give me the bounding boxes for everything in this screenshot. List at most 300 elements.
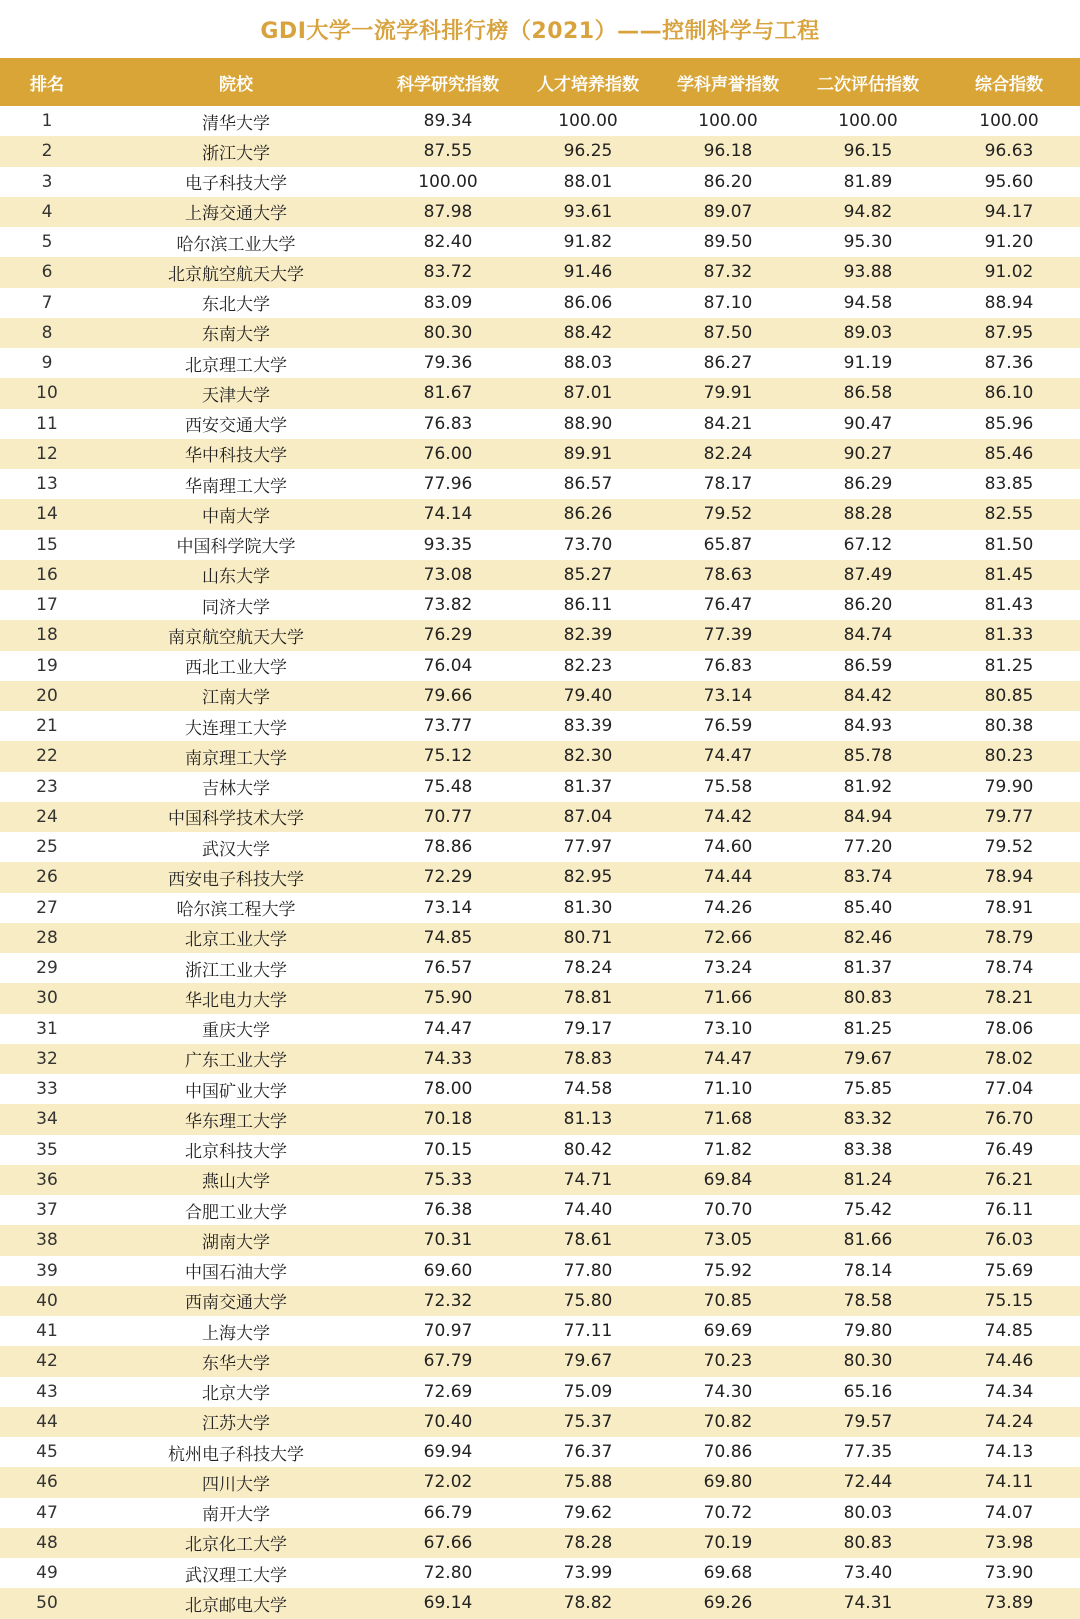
cell-secondary: 86.29 xyxy=(843,474,893,495)
cell-research: 70.31 xyxy=(423,1230,473,1251)
cell-rank: 44 xyxy=(36,1411,58,1432)
table-row xyxy=(0,1558,1080,1588)
cell-overall: 73.98 xyxy=(984,1532,1034,1553)
cell-overall: 73.89 xyxy=(984,1593,1034,1614)
cell-school: 清华大学 xyxy=(202,113,270,134)
cell-talent: 82.23 xyxy=(563,655,613,676)
cell-talent: 75.80 xyxy=(563,1290,613,1311)
cell-research: 69.94 xyxy=(423,1442,473,1463)
table-row xyxy=(0,409,1080,439)
cell-school: 西南交通大学 xyxy=(185,1293,287,1314)
cell-reputation: 86.27 xyxy=(703,353,753,374)
cell-reputation: 72.66 xyxy=(703,927,753,948)
cell-research: 76.04 xyxy=(423,655,473,676)
table-row xyxy=(0,378,1080,408)
cell-research: 70.15 xyxy=(423,1139,473,1160)
cell-overall: 86.10 xyxy=(984,383,1034,404)
cell-research: 93.35 xyxy=(423,534,473,555)
cell-rank: 20 xyxy=(36,685,58,706)
cell-overall: 87.36 xyxy=(984,353,1034,374)
cell-reputation: 71.10 xyxy=(703,1079,753,1100)
cell-talent: 78.24 xyxy=(563,958,613,979)
cell-research: 69.14 xyxy=(423,1593,473,1614)
cell-school: 山东大学 xyxy=(202,567,270,588)
cell-school: 北京工业大学 xyxy=(185,930,287,951)
header-rank: 排名 xyxy=(30,74,64,95)
cell-school: 上海大学 xyxy=(202,1323,270,1344)
table-row xyxy=(0,1407,1080,1437)
cell-overall: 81.25 xyxy=(984,655,1034,676)
cell-reputation: 71.82 xyxy=(703,1139,753,1160)
cell-rank: 12 xyxy=(36,443,58,464)
cell-overall: 87.95 xyxy=(984,322,1034,343)
cell-talent: 79.40 xyxy=(563,685,613,706)
cell-secondary: 96.15 xyxy=(843,141,893,162)
cell-reputation: 73.05 xyxy=(703,1230,753,1251)
cell-rank: 45 xyxy=(36,1442,58,1463)
cell-overall: 79.52 xyxy=(984,837,1034,858)
cell-reputation: 82.24 xyxy=(703,443,753,464)
cell-school: 西安交通大学 xyxy=(185,416,287,437)
cell-rank: 15 xyxy=(36,534,58,555)
cell-secondary: 86.20 xyxy=(843,595,893,616)
cell-reputation: 84.21 xyxy=(703,413,753,434)
table-row xyxy=(0,1135,1080,1165)
cell-reputation: 70.23 xyxy=(703,1351,753,1372)
cell-research: 76.29 xyxy=(423,625,473,646)
cell-overall: 80.85 xyxy=(984,685,1034,706)
cell-overall: 78.91 xyxy=(984,897,1034,918)
cell-rank: 47 xyxy=(36,1502,58,1523)
cell-reputation: 71.68 xyxy=(703,1109,753,1130)
cell-rank: 18 xyxy=(36,625,58,646)
cell-school: 北京化工大学 xyxy=(185,1535,287,1556)
cell-rank: 6 xyxy=(41,262,53,283)
cell-rank: 42 xyxy=(36,1351,58,1372)
cell-talent: 78.83 xyxy=(563,1048,613,1069)
cell-school: 东华大学 xyxy=(202,1353,270,1374)
table-row xyxy=(0,106,1080,136)
cell-overall: 96.63 xyxy=(984,141,1034,162)
cell-reputation: 89.50 xyxy=(703,232,753,253)
cell-overall: 85.96 xyxy=(984,413,1034,434)
cell-secondary: 80.03 xyxy=(843,1502,893,1523)
cell-reputation: 75.92 xyxy=(703,1260,753,1281)
cell-overall: 74.24 xyxy=(984,1411,1034,1432)
table-row xyxy=(0,923,1080,953)
cell-talent: 77.11 xyxy=(563,1321,613,1342)
cell-school: 北京邮电大学 xyxy=(185,1595,287,1616)
cell-secondary: 77.35 xyxy=(843,1442,893,1463)
cell-research: 76.57 xyxy=(423,958,473,979)
cell-school: 燕山大学 xyxy=(202,1172,270,1193)
cell-secondary: 84.94 xyxy=(843,806,893,827)
table-row xyxy=(0,167,1080,197)
cell-secondary: 81.66 xyxy=(843,1230,893,1251)
cell-secondary: 65.16 xyxy=(843,1381,893,1402)
table-row xyxy=(0,1286,1080,1316)
cell-talent: 76.37 xyxy=(563,1442,613,1463)
table-row xyxy=(0,741,1080,771)
cell-research: 78.86 xyxy=(423,837,473,858)
table-row xyxy=(0,590,1080,620)
cell-talent: 88.42 xyxy=(563,322,613,343)
cell-research: 74.47 xyxy=(423,1018,473,1039)
table-row xyxy=(0,1165,1080,1195)
header-talent-index: 人才培养指数 xyxy=(537,74,639,95)
cell-reputation: 96.18 xyxy=(703,141,753,162)
cell-overall: 73.90 xyxy=(984,1563,1034,1584)
cell-reputation: 100.00 xyxy=(698,111,758,132)
cell-research: 70.40 xyxy=(423,1411,473,1432)
cell-overall: 95.60 xyxy=(984,171,1034,192)
cell-secondary: 67.12 xyxy=(843,534,893,555)
cell-talent: 78.28 xyxy=(563,1532,613,1553)
cell-research: 76.83 xyxy=(423,413,473,434)
table-row xyxy=(0,1498,1080,1528)
table-row xyxy=(0,1195,1080,1225)
table-row xyxy=(0,772,1080,802)
cell-research: 74.85 xyxy=(423,927,473,948)
cell-talent: 87.04 xyxy=(563,806,613,827)
table-row xyxy=(0,227,1080,257)
cell-research: 66.79 xyxy=(423,1502,473,1523)
cell-overall: 74.85 xyxy=(984,1321,1034,1342)
cell-overall: 82.55 xyxy=(984,504,1034,525)
table-row xyxy=(0,1588,1080,1618)
cell-research: 87.55 xyxy=(423,141,473,162)
cell-overall: 81.50 xyxy=(984,534,1034,555)
table-row xyxy=(0,1074,1080,1104)
cell-overall: 81.45 xyxy=(984,564,1034,585)
cell-reputation: 69.26 xyxy=(703,1593,753,1614)
table-row xyxy=(0,1044,1080,1074)
table-row xyxy=(0,1528,1080,1558)
cell-rank: 50 xyxy=(36,1593,58,1614)
cell-secondary: 80.30 xyxy=(843,1351,893,1372)
cell-research: 73.77 xyxy=(423,716,473,737)
cell-reputation: 70.19 xyxy=(703,1532,753,1553)
cell-talent: 88.01 xyxy=(563,171,613,192)
cell-rank: 23 xyxy=(36,776,58,797)
cell-rank: 9 xyxy=(41,353,53,374)
header-reputation-index: 学科声誉指数 xyxy=(677,74,779,95)
cell-research: 83.72 xyxy=(423,262,473,283)
cell-research: 77.96 xyxy=(423,474,473,495)
cell-school: 杭州电子科技大学 xyxy=(168,1444,304,1465)
cell-overall: 81.33 xyxy=(984,625,1034,646)
cell-overall: 100.00 xyxy=(979,111,1039,132)
table-row xyxy=(0,288,1080,318)
table-row xyxy=(0,711,1080,741)
cell-rank: 17 xyxy=(36,595,58,616)
cell-reputation: 74.47 xyxy=(703,746,753,767)
cell-talent: 88.03 xyxy=(563,353,613,374)
cell-secondary: 82.46 xyxy=(843,927,893,948)
cell-reputation: 79.52 xyxy=(703,504,753,525)
cell-rank: 22 xyxy=(36,746,58,767)
cell-secondary: 84.74 xyxy=(843,625,893,646)
cell-rank: 49 xyxy=(36,1563,58,1584)
cell-rank: 27 xyxy=(36,897,58,918)
cell-school: 武汉理工大学 xyxy=(185,1565,287,1586)
cell-rank: 36 xyxy=(36,1169,58,1190)
cell-research: 76.00 xyxy=(423,443,473,464)
cell-rank: 7 xyxy=(41,292,53,313)
cell-secondary: 94.82 xyxy=(843,201,893,222)
cell-overall: 77.04 xyxy=(984,1079,1034,1100)
cell-reputation: 74.30 xyxy=(703,1381,753,1402)
cell-school: 华北电力大学 xyxy=(185,990,287,1011)
cell-school: 东南大学 xyxy=(202,325,270,346)
cell-overall: 94.17 xyxy=(984,201,1034,222)
table-row xyxy=(0,1467,1080,1497)
cell-secondary: 72.44 xyxy=(843,1472,893,1493)
table-row xyxy=(0,862,1080,892)
cell-reputation: 74.60 xyxy=(703,837,753,858)
cell-overall: 78.79 xyxy=(984,927,1034,948)
cell-rank: 30 xyxy=(36,988,58,1009)
cell-talent: 86.06 xyxy=(563,292,613,313)
cell-rank: 37 xyxy=(36,1200,58,1221)
cell-rank: 1 xyxy=(41,111,53,132)
cell-rank: 5 xyxy=(41,232,53,253)
cell-reputation: 87.10 xyxy=(703,292,753,313)
table-row xyxy=(0,832,1080,862)
cell-research: 87.98 xyxy=(423,201,473,222)
cell-secondary: 90.27 xyxy=(843,443,893,464)
cell-reputation: 76.59 xyxy=(703,716,753,737)
cell-secondary: 89.03 xyxy=(843,322,893,343)
cell-research: 79.66 xyxy=(423,685,473,706)
header-research-index: 科学研究指数 xyxy=(397,74,499,95)
cell-secondary: 93.88 xyxy=(843,262,893,283)
cell-rank: 26 xyxy=(36,867,58,888)
cell-overall: 74.07 xyxy=(984,1502,1034,1523)
cell-secondary: 83.74 xyxy=(843,867,893,888)
cell-rank: 34 xyxy=(36,1109,58,1130)
cell-research: 75.90 xyxy=(423,988,473,1009)
cell-reputation: 87.50 xyxy=(703,322,753,343)
cell-research: 73.08 xyxy=(423,564,473,585)
cell-secondary: 81.92 xyxy=(843,776,893,797)
cell-secondary: 78.58 xyxy=(843,1290,893,1311)
cell-talent: 86.11 xyxy=(563,595,613,616)
cell-talent: 89.91 xyxy=(563,443,613,464)
table-row xyxy=(0,953,1080,983)
cell-secondary: 80.83 xyxy=(843,1532,893,1553)
table-row xyxy=(0,1346,1080,1376)
cell-school: 华南理工大学 xyxy=(185,476,287,497)
cell-reputation: 75.58 xyxy=(703,776,753,797)
cell-school: 江苏大学 xyxy=(202,1414,270,1435)
table-row xyxy=(0,1377,1080,1407)
table-row xyxy=(0,1225,1080,1255)
cell-research: 73.82 xyxy=(423,595,473,616)
cell-secondary: 79.67 xyxy=(843,1048,893,1069)
cell-reputation: 74.26 xyxy=(703,897,753,918)
cell-overall: 81.43 xyxy=(984,595,1034,616)
cell-overall: 78.02 xyxy=(984,1048,1034,1069)
cell-school: 南开大学 xyxy=(202,1505,270,1526)
header-secondary-index: 二次评估指数 xyxy=(817,74,919,95)
cell-talent: 82.39 xyxy=(563,625,613,646)
cell-overall: 76.03 xyxy=(984,1230,1034,1251)
cell-secondary: 87.49 xyxy=(843,564,893,585)
cell-school: 天津大学 xyxy=(202,385,270,406)
cell-research: 67.66 xyxy=(423,1532,473,1553)
cell-talent: 82.30 xyxy=(563,746,613,767)
cell-secondary: 79.80 xyxy=(843,1321,893,1342)
cell-secondary: 81.25 xyxy=(843,1018,893,1039)
cell-overall: 91.02 xyxy=(984,262,1034,283)
cell-rank: 35 xyxy=(36,1139,58,1160)
cell-secondary: 91.19 xyxy=(843,353,893,374)
cell-research: 72.69 xyxy=(423,1381,473,1402)
cell-overall: 74.46 xyxy=(984,1351,1034,1372)
table-row xyxy=(0,197,1080,227)
cell-rank: 40 xyxy=(36,1290,58,1311)
cell-research: 72.02 xyxy=(423,1472,473,1493)
table-row xyxy=(0,530,1080,560)
cell-overall: 74.34 xyxy=(984,1381,1034,1402)
cell-research: 75.33 xyxy=(423,1169,473,1190)
cell-school: 北京大学 xyxy=(202,1384,270,1405)
cell-talent: 77.97 xyxy=(563,837,613,858)
cell-reputation: 70.86 xyxy=(703,1442,753,1463)
cell-research: 72.32 xyxy=(423,1290,473,1311)
cell-overall: 79.77 xyxy=(984,806,1034,827)
cell-research: 75.12 xyxy=(423,746,473,767)
cell-school: 东北大学 xyxy=(202,295,270,316)
cell-rank: 29 xyxy=(36,958,58,979)
cell-school: 西北工业大学 xyxy=(185,658,287,679)
cell-overall: 80.38 xyxy=(984,716,1034,737)
table-row xyxy=(0,1104,1080,1134)
cell-talent: 85.27 xyxy=(563,564,613,585)
cell-talent: 100.00 xyxy=(558,111,618,132)
cell-reputation: 70.82 xyxy=(703,1411,753,1432)
cell-secondary: 73.40 xyxy=(843,1563,893,1584)
table-row xyxy=(0,1014,1080,1044)
cell-secondary: 74.31 xyxy=(843,1593,893,1614)
table-row xyxy=(0,439,1080,469)
cell-reputation: 73.10 xyxy=(703,1018,753,1039)
cell-talent: 73.70 xyxy=(563,534,613,555)
cell-rank: 19 xyxy=(36,655,58,676)
cell-school: 北京科技大学 xyxy=(185,1142,287,1163)
cell-secondary: 90.47 xyxy=(843,413,893,434)
cell-reputation: 74.42 xyxy=(703,806,753,827)
table-row xyxy=(0,469,1080,499)
cell-secondary: 86.58 xyxy=(843,383,893,404)
table-row xyxy=(0,802,1080,832)
cell-talent: 91.82 xyxy=(563,232,613,253)
cell-rank: 11 xyxy=(36,413,58,434)
table-row xyxy=(0,257,1080,287)
cell-research: 67.79 xyxy=(423,1351,473,1372)
cell-reputation: 78.63 xyxy=(703,564,753,585)
table-row xyxy=(0,1256,1080,1286)
header-overall-index: 综合指数 xyxy=(975,74,1043,95)
cell-rank: 16 xyxy=(36,564,58,585)
cell-secondary: 86.59 xyxy=(843,655,893,676)
cell-talent: 74.58 xyxy=(563,1079,613,1100)
table-header-row xyxy=(0,58,1080,106)
cell-reputation: 69.69 xyxy=(703,1321,753,1342)
cell-school: 中国矿业大学 xyxy=(185,1081,287,1102)
cell-talent: 78.82 xyxy=(563,1593,613,1614)
cell-school: 电子科技大学 xyxy=(185,174,287,195)
cell-talent: 80.42 xyxy=(563,1139,613,1160)
cell-rank: 46 xyxy=(36,1472,58,1493)
cell-secondary: 83.38 xyxy=(843,1139,893,1160)
cell-school: 北京理工大学 xyxy=(185,355,287,376)
cell-talent: 79.67 xyxy=(563,1351,613,1372)
cell-school: 四川大学 xyxy=(202,1474,270,1495)
cell-school: 武汉大学 xyxy=(202,839,270,860)
cell-secondary: 84.93 xyxy=(843,716,893,737)
cell-rank: 14 xyxy=(36,504,58,525)
cell-research: 73.14 xyxy=(423,897,473,918)
page-title: GDI大学一流学科排行榜（2021）——控制科学与工程 xyxy=(260,18,820,44)
cell-research: 75.48 xyxy=(423,776,473,797)
cell-overall: 78.74 xyxy=(984,958,1034,979)
cell-overall: 91.20 xyxy=(984,232,1034,253)
cell-secondary: 77.20 xyxy=(843,837,893,858)
cell-rank: 25 xyxy=(36,837,58,858)
cell-school: 合肥工业大学 xyxy=(185,1202,287,1223)
cell-reputation: 71.66 xyxy=(703,988,753,1009)
cell-reputation: 76.83 xyxy=(703,655,753,676)
ranking-table xyxy=(0,58,1080,1619)
table-row xyxy=(0,318,1080,348)
cell-rank: 8 xyxy=(41,322,53,343)
cell-talent: 79.17 xyxy=(563,1018,613,1039)
cell-rank: 21 xyxy=(36,716,58,737)
cell-overall: 76.49 xyxy=(984,1139,1034,1160)
cell-school: 南京理工大学 xyxy=(185,748,287,769)
cell-talent: 78.81 xyxy=(563,988,613,1009)
cell-talent: 91.46 xyxy=(563,262,613,283)
cell-school: 同济大学 xyxy=(202,597,270,618)
cell-overall: 83.85 xyxy=(984,474,1034,495)
cell-rank: 31 xyxy=(36,1018,58,1039)
cell-talent: 93.61 xyxy=(563,201,613,222)
cell-reputation: 70.85 xyxy=(703,1290,753,1311)
cell-secondary: 79.57 xyxy=(843,1411,893,1432)
cell-research: 70.18 xyxy=(423,1109,473,1130)
cell-secondary: 95.30 xyxy=(843,232,893,253)
cell-reputation: 77.39 xyxy=(703,625,753,646)
cell-talent: 75.37 xyxy=(563,1411,613,1432)
cell-school: 广东工业大学 xyxy=(185,1051,287,1072)
cell-talent: 74.71 xyxy=(563,1169,613,1190)
cell-overall: 85.46 xyxy=(984,443,1034,464)
cell-reputation: 76.47 xyxy=(703,595,753,616)
cell-school: 浙江工业大学 xyxy=(185,960,287,981)
cell-talent: 74.40 xyxy=(563,1200,613,1221)
cell-school: 中国石油大学 xyxy=(185,1263,287,1284)
cell-school: 上海交通大学 xyxy=(185,204,287,225)
cell-rank: 39 xyxy=(36,1260,58,1281)
cell-school: 南京航空航天大学 xyxy=(168,627,304,648)
cell-rank: 28 xyxy=(36,927,58,948)
cell-reputation: 65.87 xyxy=(703,534,753,555)
table-row xyxy=(0,1437,1080,1467)
table-row xyxy=(0,136,1080,166)
cell-secondary: 75.85 xyxy=(843,1079,893,1100)
